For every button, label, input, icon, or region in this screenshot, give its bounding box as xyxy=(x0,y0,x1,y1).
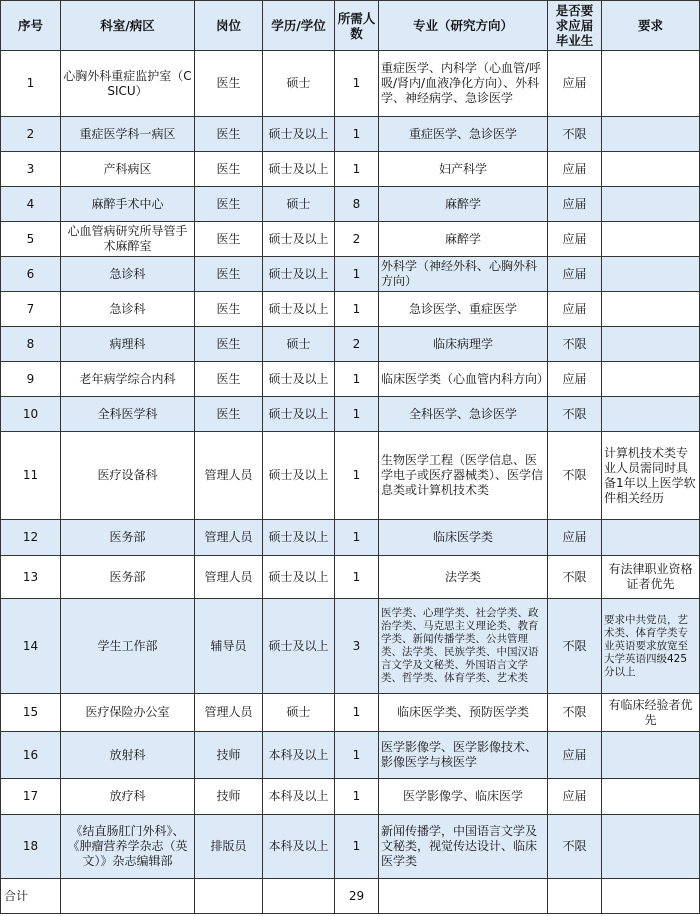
header-headcount: 所需人数 xyxy=(335,1,379,51)
cell-department: 急诊科 xyxy=(61,257,195,292)
cell-headcount: 2 xyxy=(335,327,379,362)
table-row xyxy=(1,187,700,222)
cell-headcount: 1 xyxy=(335,694,379,732)
cell-fresh-graduate: 应届 xyxy=(548,292,602,327)
header-position: 岗位 xyxy=(195,1,263,51)
cell-headcount: 1 xyxy=(335,117,379,152)
cell-index: 8 xyxy=(1,327,61,362)
cell-fresh-graduate: 不限 xyxy=(548,432,602,520)
cell-index: 3 xyxy=(1,152,61,187)
cell-position: 医生 xyxy=(195,397,263,432)
cell-major: 麻醉学 xyxy=(379,187,548,222)
cell-fresh-graduate: 应届 xyxy=(548,362,602,397)
cell-degree: 本科及以上 xyxy=(263,732,335,779)
empty-cell xyxy=(602,879,700,914)
cell-headcount: 3 xyxy=(335,599,379,694)
cell-index: 14 xyxy=(1,599,61,694)
cell-fresh-graduate: 应届 xyxy=(548,257,602,292)
table-row xyxy=(1,779,700,815)
cell-degree: 硕士及以上 xyxy=(263,520,335,556)
cell-headcount: 1 xyxy=(335,257,379,292)
cell-major: 全科医学、急诊医学 xyxy=(379,397,548,432)
cell-index: 11 xyxy=(1,432,61,520)
cell-department: 医疗设备科 xyxy=(61,432,195,520)
cell-index: 15 xyxy=(1,694,61,732)
cell-degree: 硕士及以上 xyxy=(263,222,335,257)
cell-headcount: 1 xyxy=(335,556,379,599)
header-fresh-graduate: 是否要求应届毕业生 xyxy=(548,1,602,51)
cell-position: 医生 xyxy=(195,327,263,362)
total-row xyxy=(1,879,700,914)
cell-requirements xyxy=(602,815,700,879)
cell-department: 心血管病研究所导管手术麻醉室 xyxy=(61,222,195,257)
cell-fresh-graduate: 不限 xyxy=(548,815,602,879)
cell-index: 7 xyxy=(1,292,61,327)
cell-department: 老年病学综合内科 xyxy=(61,362,195,397)
cell-headcount: 1 xyxy=(335,520,379,556)
cell-headcount: 1 xyxy=(335,732,379,779)
table-row xyxy=(1,117,700,152)
cell-headcount: 1 xyxy=(335,779,379,815)
cell-requirements xyxy=(602,51,700,117)
cell-position: 医生 xyxy=(195,257,263,292)
header-index: 序号 xyxy=(1,1,61,51)
cell-index: 12 xyxy=(1,520,61,556)
cell-degree: 硕士及以上 xyxy=(263,556,335,599)
cell-requirements xyxy=(602,779,700,815)
cell-degree: 硕士及以上 xyxy=(263,292,335,327)
table-row xyxy=(1,599,700,694)
cell-position: 医生 xyxy=(195,51,263,117)
cell-major: 重症医学、急诊医学 xyxy=(379,117,548,152)
cell-position: 管理人员 xyxy=(195,694,263,732)
table-row xyxy=(1,152,700,187)
cell-fresh-graduate: 不限 xyxy=(548,599,602,694)
cell-degree: 硕士及以上 xyxy=(263,257,335,292)
cell-department: 产科病区 xyxy=(61,152,195,187)
cell-fresh-graduate: 不限 xyxy=(548,556,602,599)
cell-requirements: 要求中共党员，艺术类、体育学类专业英语要求放宽至大学英语四级425分以上 xyxy=(602,599,700,694)
table-row xyxy=(1,432,700,520)
empty-cell xyxy=(195,879,263,914)
cell-position: 医生 xyxy=(195,222,263,257)
cell-degree: 硕士及以上 xyxy=(263,432,335,520)
cell-fresh-graduate: 应届 xyxy=(548,222,602,257)
cell-fresh-graduate: 应届 xyxy=(548,520,602,556)
cell-position: 排版员 xyxy=(195,815,263,879)
cell-index: 17 xyxy=(1,779,61,815)
cell-fresh-graduate: 应届 xyxy=(548,152,602,187)
cell-department: 《结直肠肛门外科》、《肿瘤营养学杂志（英文）》杂志编辑部 xyxy=(61,815,195,879)
cell-degree: 硕士及以上 xyxy=(263,599,335,694)
empty-cell xyxy=(548,879,602,914)
cell-major: 急诊医学、重症医学 xyxy=(379,292,548,327)
header-degree: 学历/学位 xyxy=(263,1,335,51)
empty-cell xyxy=(61,879,195,914)
cell-major: 医学影像学、医学影像技术、影像医学与核医学 xyxy=(379,732,548,779)
cell-major: 临床医学类 xyxy=(379,520,548,556)
table-row xyxy=(1,556,700,599)
cell-headcount: 2 xyxy=(335,222,379,257)
cell-degree: 硕士 xyxy=(263,694,335,732)
header-row xyxy=(1,1,700,51)
cell-headcount: 8 xyxy=(335,187,379,222)
cell-department: 医疗保险办公室 xyxy=(61,694,195,732)
cell-requirements xyxy=(602,362,700,397)
cell-position: 医生 xyxy=(195,117,263,152)
cell-degree: 本科及以上 xyxy=(263,779,335,815)
cell-position: 技师 xyxy=(195,779,263,815)
header-major: 专业（研究方向） xyxy=(379,1,548,51)
table-row xyxy=(1,815,700,879)
cell-position: 医生 xyxy=(195,187,263,222)
cell-major: 新闻传播学，中国语言文学及文秘类，视觉传达设计、临床医学类 xyxy=(379,815,548,879)
cell-department: 医务部 xyxy=(61,556,195,599)
cell-requirements xyxy=(602,292,700,327)
cell-requirements xyxy=(602,397,700,432)
header-requirements: 要求 xyxy=(602,1,700,51)
cell-index: 5 xyxy=(1,222,61,257)
cell-fresh-graduate: 不限 xyxy=(548,694,602,732)
cell-department: 全科医学科 xyxy=(61,397,195,432)
table-row xyxy=(1,397,700,432)
cell-degree: 硕士及以上 xyxy=(263,117,335,152)
cell-major: 临床病理学 xyxy=(379,327,548,362)
cell-degree: 硕士 xyxy=(263,187,335,222)
cell-fresh-graduate: 不限 xyxy=(548,327,602,362)
cell-headcount: 1 xyxy=(335,397,379,432)
cell-department: 放疗科 xyxy=(61,779,195,815)
cell-position: 医生 xyxy=(195,292,263,327)
table-row xyxy=(1,732,700,779)
cell-department: 重症医学科一病区 xyxy=(61,117,195,152)
cell-fresh-graduate: 不限 xyxy=(548,117,602,152)
cell-major: 医学类、心理学类、社会学类、政治学类、马克思主义理论类、教育学类、新闻传播学类、公共管理类、法学类、民族学类、中国汉语言文学及文秘类、外国语言文学类、哲学类、体育学类、艺术类 xyxy=(379,599,548,694)
cell-major: 法学类 xyxy=(379,556,548,599)
cell-fresh-graduate: 应届 xyxy=(548,51,602,117)
cell-fresh-graduate: 应届 xyxy=(548,732,602,779)
cell-department: 病理科 xyxy=(61,327,195,362)
cell-index: 18 xyxy=(1,815,61,879)
cell-requirements xyxy=(602,327,700,362)
cell-headcount: 1 xyxy=(335,815,379,879)
cell-department: 放射科 xyxy=(61,732,195,779)
cell-department: 心胸外科重症监护室（CSICU） xyxy=(61,51,195,117)
cell-index: 16 xyxy=(1,732,61,779)
cell-degree: 硕士 xyxy=(263,327,335,362)
header-department: 科室/病区 xyxy=(61,1,195,51)
cell-requirements: 计算机技术类专业人员需同时具备1年以上医学软件相关经历 xyxy=(602,432,700,520)
cell-headcount: 1 xyxy=(335,292,379,327)
cell-position: 管理人员 xyxy=(195,556,263,599)
cell-fresh-graduate: 应届 xyxy=(548,779,602,815)
cell-degree: 硕士及以上 xyxy=(263,397,335,432)
cell-requirements: 有临床经验者优先 xyxy=(602,694,700,732)
cell-index: 13 xyxy=(1,556,61,599)
cell-major: 临床医学类、预防医学类 xyxy=(379,694,548,732)
cell-index: 1 xyxy=(1,51,61,117)
cell-fresh-graduate: 应届 xyxy=(548,187,602,222)
cell-position: 技师 xyxy=(195,732,263,779)
cell-index: 10 xyxy=(1,397,61,432)
table-row xyxy=(1,222,700,257)
total-count: 29 xyxy=(335,879,379,914)
table-row xyxy=(1,694,700,732)
cell-headcount: 1 xyxy=(335,152,379,187)
empty-cell xyxy=(379,879,548,914)
cell-headcount: 1 xyxy=(335,432,379,520)
cell-position: 医生 xyxy=(195,152,263,187)
cell-degree: 本科及以上 xyxy=(263,815,335,879)
cell-position: 辅导员 xyxy=(195,599,263,694)
cell-index: 9 xyxy=(1,362,61,397)
cell-department: 急诊科 xyxy=(61,292,195,327)
cell-major: 麻醉学 xyxy=(379,222,548,257)
cell-index: 6 xyxy=(1,257,61,292)
table-row xyxy=(1,257,700,292)
cell-degree: 硕士及以上 xyxy=(263,152,335,187)
cell-major: 医学影像学、临床医学 xyxy=(379,779,548,815)
cell-major: 外科学（神经外科、心胸外科方向） xyxy=(379,257,548,292)
cell-index: 2 xyxy=(1,117,61,152)
cell-department: 医务部 xyxy=(61,520,195,556)
empty-cell xyxy=(263,879,335,914)
cell-degree: 硕士及以上 xyxy=(263,362,335,397)
cell-headcount: 1 xyxy=(335,51,379,117)
cell-requirements xyxy=(602,257,700,292)
table-row xyxy=(1,362,700,397)
cell-position: 管理人员 xyxy=(195,432,263,520)
cell-major: 临床医学类（心血管内科方向） xyxy=(379,362,548,397)
cell-department: 学生工作部 xyxy=(61,599,195,694)
table-row xyxy=(1,520,700,556)
cell-requirements xyxy=(602,222,700,257)
cell-degree: 硕士 xyxy=(263,51,335,117)
cell-requirements xyxy=(602,732,700,779)
table-row xyxy=(1,327,700,362)
cell-major: 重症医学、内科学（心血管/呼吸/肾内/血液净化方向）、外科学、神经病学、急诊医学 xyxy=(379,51,548,117)
cell-requirements xyxy=(602,187,700,222)
cell-requirements xyxy=(602,520,700,556)
cell-fresh-graduate: 不限 xyxy=(548,397,602,432)
cell-requirements xyxy=(602,152,700,187)
cell-major: 妇产科学 xyxy=(379,152,548,187)
cell-requirements xyxy=(602,117,700,152)
table-row xyxy=(1,292,700,327)
total-label: 合计 xyxy=(1,879,61,914)
cell-department: 麻醉手术中心 xyxy=(61,187,195,222)
cell-index: 4 xyxy=(1,187,61,222)
table-row xyxy=(1,51,700,117)
cell-position: 医生 xyxy=(195,362,263,397)
cell-major: 生物医学工程（医学信息、医学电子或医疗器械类）、医学信息类或计算机技术类 xyxy=(379,432,548,520)
cell-position: 管理人员 xyxy=(195,520,263,556)
cell-requirements: 有法律职业资格证者优先 xyxy=(602,556,700,599)
cell-headcount: 1 xyxy=(335,362,379,397)
